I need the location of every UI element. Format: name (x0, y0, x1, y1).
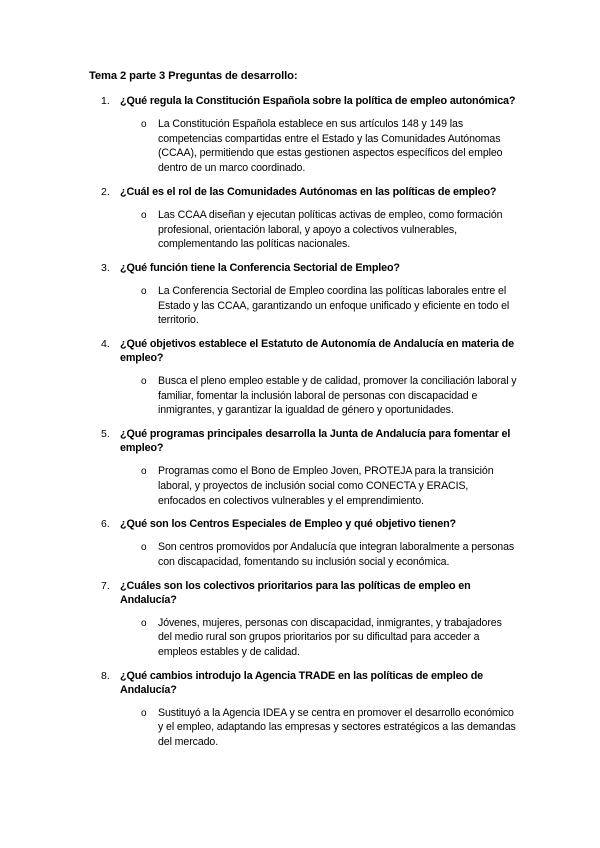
answer-text: La Conferencia Sectorial de Empleo coordina las políticas laborales entre el Estado y las CCAA, garantizando un enfoque unificado y eficiente en todo el territorio. (158, 284, 510, 327)
question-text: ¿Cuáles son los colectivos prioritarios para las políticas de empleo en Andalucía? (120, 579, 471, 606)
question-item (0, 579, 600, 660)
question-number: 7. (101, 579, 110, 592)
question-item (0, 185, 600, 252)
question-text: ¿Qué son los Centros Especiales de Empleo y qué objetivo tienen? (120, 518, 456, 531)
answer-text: La Constitución Española establece en sus artículos 148 y 149 las competencias compartidas entre el Estado y las Comunidades Autónomas (CCAA), permitiendo que estas gestionen aspectos específicos del empleo dentro de un marco coordinado. (158, 118, 503, 175)
answer-block (0, 208, 600, 252)
question-number: 3. (101, 261, 110, 274)
question-text: ¿Qué regula la Constitución Española sobre la política de empleo autonómica? (120, 95, 516, 107)
answer-block (0, 706, 600, 750)
question-item (0, 94, 600, 176)
question-text: ¿Cuál es el rol de las Comunidades Autónomas en las políticas de empleo? (120, 185, 497, 198)
bullet-marker: o (141, 285, 147, 297)
bullet-marker: o (141, 376, 147, 388)
question-number: 5. (101, 428, 110, 441)
question-item (0, 427, 600, 508)
bullet-marker: o (141, 707, 147, 719)
bullet-marker: o (141, 209, 147, 221)
question-number: 2. (101, 185, 110, 198)
answer-text: Las CCAA diseñan y ejecutan políticas activas de empleo, como formación profesional, orientación laboral, y apoyo a colectivos vulnerables, complementando las políticas nacionales. (158, 208, 503, 251)
bullet-marker: o (141, 617, 147, 629)
answer-text: Sustituyó a la Agencia IDEA y se centra en promover el desarrollo económico y el empleo, adaptando las empresas y sectores estratégicos a las demandas del mercado. (158, 706, 516, 749)
answer-block (0, 117, 600, 176)
question-number: 8. (101, 669, 110, 682)
answer-text: Jóvenes, mujeres, personas con discapacidad, inmigrantes, y trabajadores del medio rural son grupos prioritarios por su dificultad para acceder a empleos estables y de calidad. (158, 616, 502, 659)
answer-block (0, 464, 600, 508)
answer-text: Programas como el Bono de Empleo Joven, PROTEJA para la transición laboral, y proyectos de inclusión social como CONECTA y ERACIS, enfocados en colectivos vulnerables y el emprendimiento. (158, 465, 494, 507)
bullet-marker: o (141, 466, 147, 478)
question-text: ¿Qué objetivos establece el Estatuto de Autonomía de Andalucía en materia de empleo? (120, 338, 514, 365)
question-number: 1. (101, 95, 110, 107)
question-item (0, 517, 600, 569)
question-number: 6. (101, 518, 110, 531)
question-text: ¿Qué cambios introdujo la Agencia TRADE en las políticas de empleo de Andalucía? (120, 669, 484, 696)
question-text: ¿Qué función tiene la Conferencia Sectorial de Empleo? (120, 261, 400, 274)
question-list (0, 90, 600, 750)
answer-text: Busca el pleno empleo estable y de calidad, promover la conciliación laboral y familiar, fomentar la inclusión laboral de personas con discapacidad e inmigrantes, y garantizar la igualdad de género y oportunidades. (158, 375, 517, 417)
question-text: ¿Qué programas principales desarrolla la Junta de Andalucía para fomentar el empleo? (120, 428, 511, 455)
bullet-marker: o (141, 542, 147, 554)
answer-block (0, 540, 600, 569)
question-item (0, 669, 600, 750)
bullet-marker: o (141, 119, 147, 130)
question-item (0, 261, 600, 328)
document-title: Tema 2 parte 3 Preguntas de desarrollo: (89, 70, 298, 82)
answer-block (0, 284, 600, 328)
answer-block (0, 374, 600, 418)
answer-text: Son centros promovidos por Andalucía que integran laboralmente a personas con discapacidad, fomentando su inclusión social y económica. (158, 541, 515, 568)
answer-block (0, 616, 600, 660)
question-item (0, 337, 600, 418)
question-number: 4. (101, 338, 110, 351)
